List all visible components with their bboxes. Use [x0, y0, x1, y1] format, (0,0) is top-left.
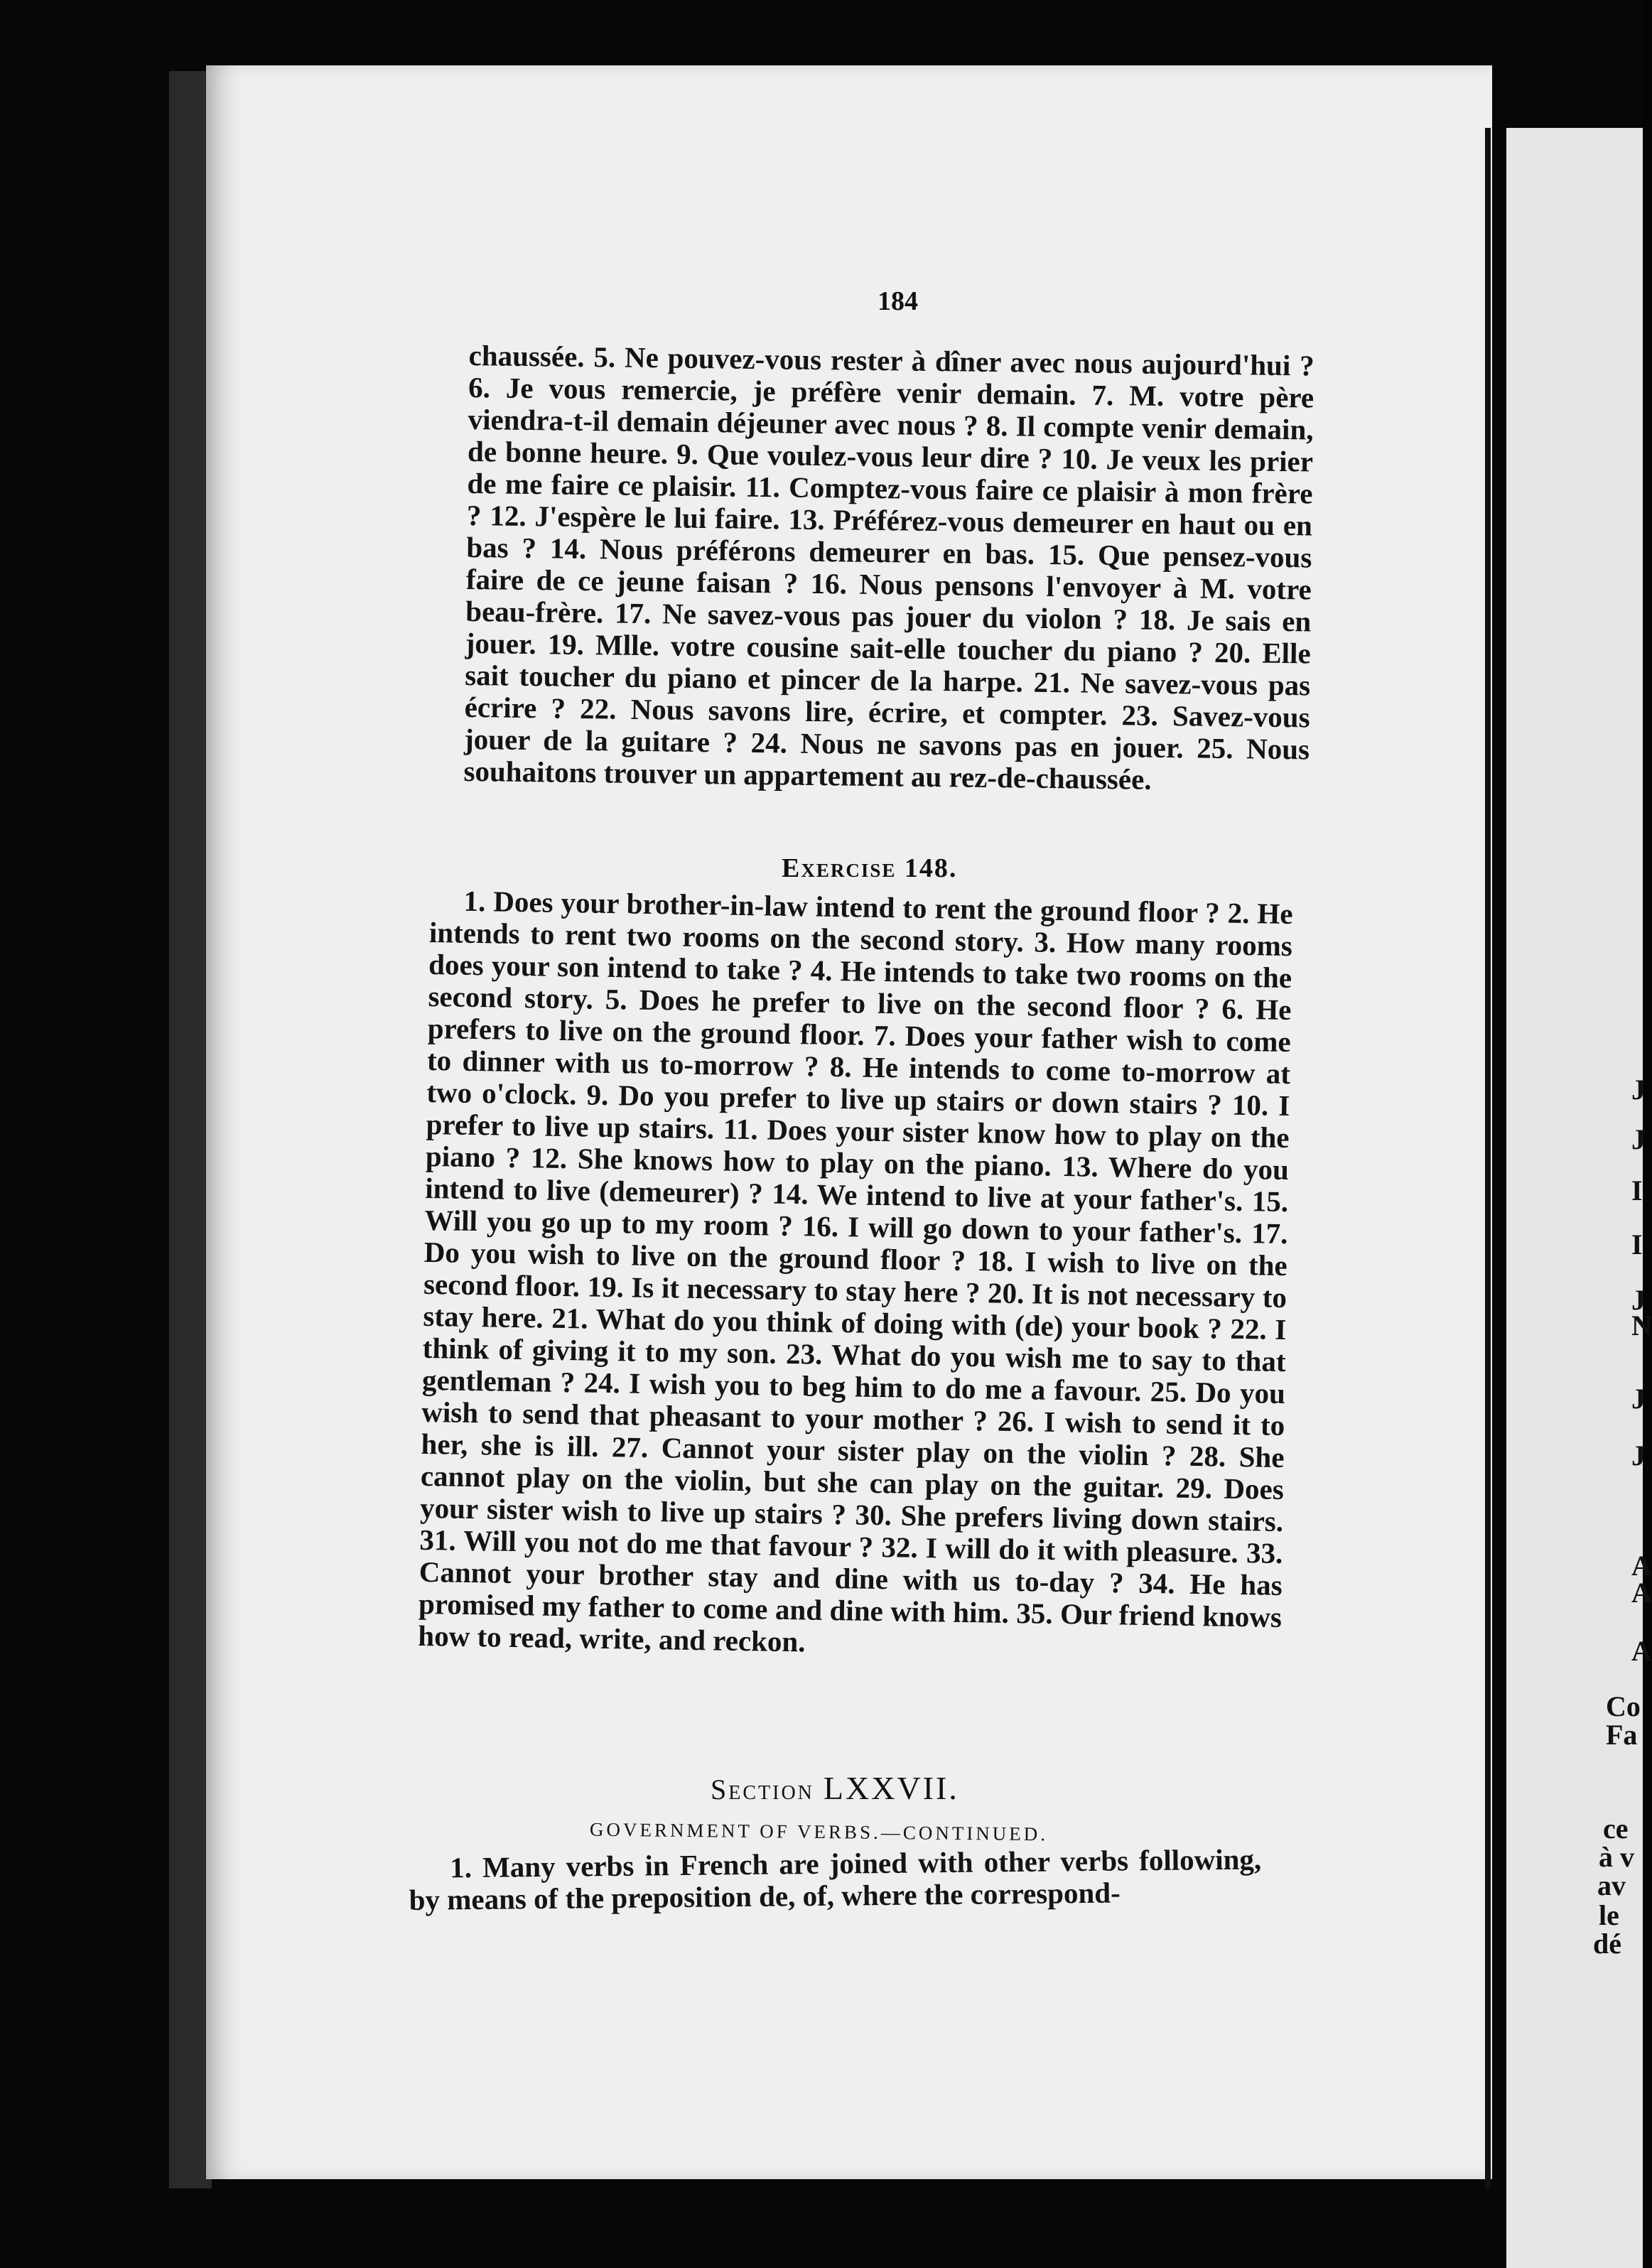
- grammar-rule-paragraph: [409, 1843, 1262, 1916]
- page-number: 184: [878, 286, 918, 316]
- english-exercise-paragraph: [418, 885, 1293, 1665]
- facing-page-fragment: A: [1631, 1635, 1652, 1667]
- grammar-rule-text: 1. Many verbs in French are joined with other verbs following, by means of the preposition de, of, where the correspond-: [409, 1842, 1262, 1916]
- section-subheading: GOVERNMENT OF VERBS.—CONTINUED.: [589, 1818, 1049, 1845]
- facing-page-fragment: I: [1631, 1174, 1643, 1206]
- facing-page-fragment: J: [1631, 1074, 1646, 1106]
- french-exercise-paragraph: [463, 340, 1314, 797]
- facing-page-fragment: Fa: [1606, 1719, 1638, 1751]
- book-gutter-shadow: [169, 71, 212, 2188]
- facing-page-fragment: A: [1631, 1550, 1652, 1582]
- facing-page-fragment: J: [1631, 1440, 1646, 1472]
- facing-page-fragment: Co: [1606, 1690, 1641, 1722]
- facing-page-fragment: J: [1631, 1383, 1646, 1415]
- facing-page-fragment: dé: [1593, 1928, 1621, 1960]
- facing-page-fragment: à v: [1599, 1841, 1634, 1873]
- section-heading: [711, 1769, 959, 1807]
- english-exercise-text: 1. Does your brother-in-law intend to rent the ground floor ? 2. He intends to rent two rooms on the second story. 3. How many rooms does your son intend to take ? 4. He intends to take two rooms on the second story. 5. Does he prefer to live on the second floor ? 6. He prefers to live on the ground floor. 7. Does your father wish to come to dinner with us to-morrow ? 8. He intends to come to-morrow at two o'clock. 9. Do you prefer to live up stairs or down stairs ? 10. I prefer to live up stairs. 11. Does your sister know how to play on the piano ? 12. She knows how to play on the piano. 13. Where do you intend to live (demeurer) ? 14. We intend to live at your father's. 15. Will you go up to my room ? 16. I will go down to your father's. 17. Do you wish to live on the ground floor ? 18. I wish to live on the second floor. 19. Is it necessary to stay here ? 20. It is not necessary to stay here. 21. What do you think of doing with (de) your book ? 22. I think of giving it to my son. 23. What do you wish me to say to that gentleman ? 24. I wish you to beg him to do me a favour. 25. Do you wish to send that pheasant to your mother ? 26. I wish to send it to her, she is ill. 27. Cannot your sister play on the violin ? 28. She cannot play on the violin, but she can play on the guitar. 29. Does your sister wish to live up stairs ? 30. She prefers living down stairs. 31. Will you not do me that favour ? 32. I will do it with pleasure. 33. Cannot your brother stay and dine with us to-day ? 34. He has promised my father to come and dine with him. 35. Our friend knows how to read, write, and reckon.: [418, 884, 1293, 1658]
- facing-page: [1506, 128, 1643, 2268]
- french-exercise-text: chaussée. 5. Ne pouvez-vous rester à dîner avec nous aujourd'hui ? 6. Je vous remercie, je préfère venir demain. 7. M. votre père viendra-t-il demain déjeuner avec nous ? 8. Il compte venir demain, de bonne heure. 9. Que voulez-vous leur dire ? 10. Je veux les prier de me faire ce plaisir. 11. Comptez-vous faire ce plaisir à mon frère ? 12. J'espère le lui faire. 13. Préférez-vous demeurer en haut ou en bas ? 14. Nous préférons demeurer en bas. 15. Que pensez-vous faire de ce jeune faisan ? 16. Nous pensons l'envoyer à M. votre beau-frère. 17. Ne savez-vous pas jouer du violon ? 18. Je sais en jouer. 19. Mlle. votre cousine sait-elle toucher du piano ? 20. Elle sait toucher du piano et pincer de la harpe. 21. Ne savez-vous pas écrire ? 22. Nous savons lire, écrire, et compter. 23. Savez-vous jouer de la guitare ? 24. Nous ne savons pas en jouer. 25. Nous souhaitons trouver un appartement au rez-de-chaussée.: [463, 339, 1314, 796]
- facing-page-fragment: J: [1631, 1284, 1646, 1316]
- page-edge-divider: [1485, 128, 1491, 2188]
- facing-page-fragment: I: [1631, 1228, 1643, 1260]
- exercise-heading: Exercise 148.: [782, 853, 958, 883]
- facing-page-fragment: N: [1631, 1310, 1652, 1341]
- facing-page-fragment: J: [1631, 1123, 1646, 1155]
- facing-page-fragment: le: [1599, 1899, 1619, 1931]
- facing-page-fragment: A: [1631, 1577, 1652, 1609]
- facing-page-fragment: ce: [1603, 1813, 1629, 1845]
- facing-page-fragment: av: [1597, 1869, 1626, 1901]
- section-number: LXXVII.: [823, 1770, 959, 1806]
- section-label: Section: [711, 1773, 814, 1805]
